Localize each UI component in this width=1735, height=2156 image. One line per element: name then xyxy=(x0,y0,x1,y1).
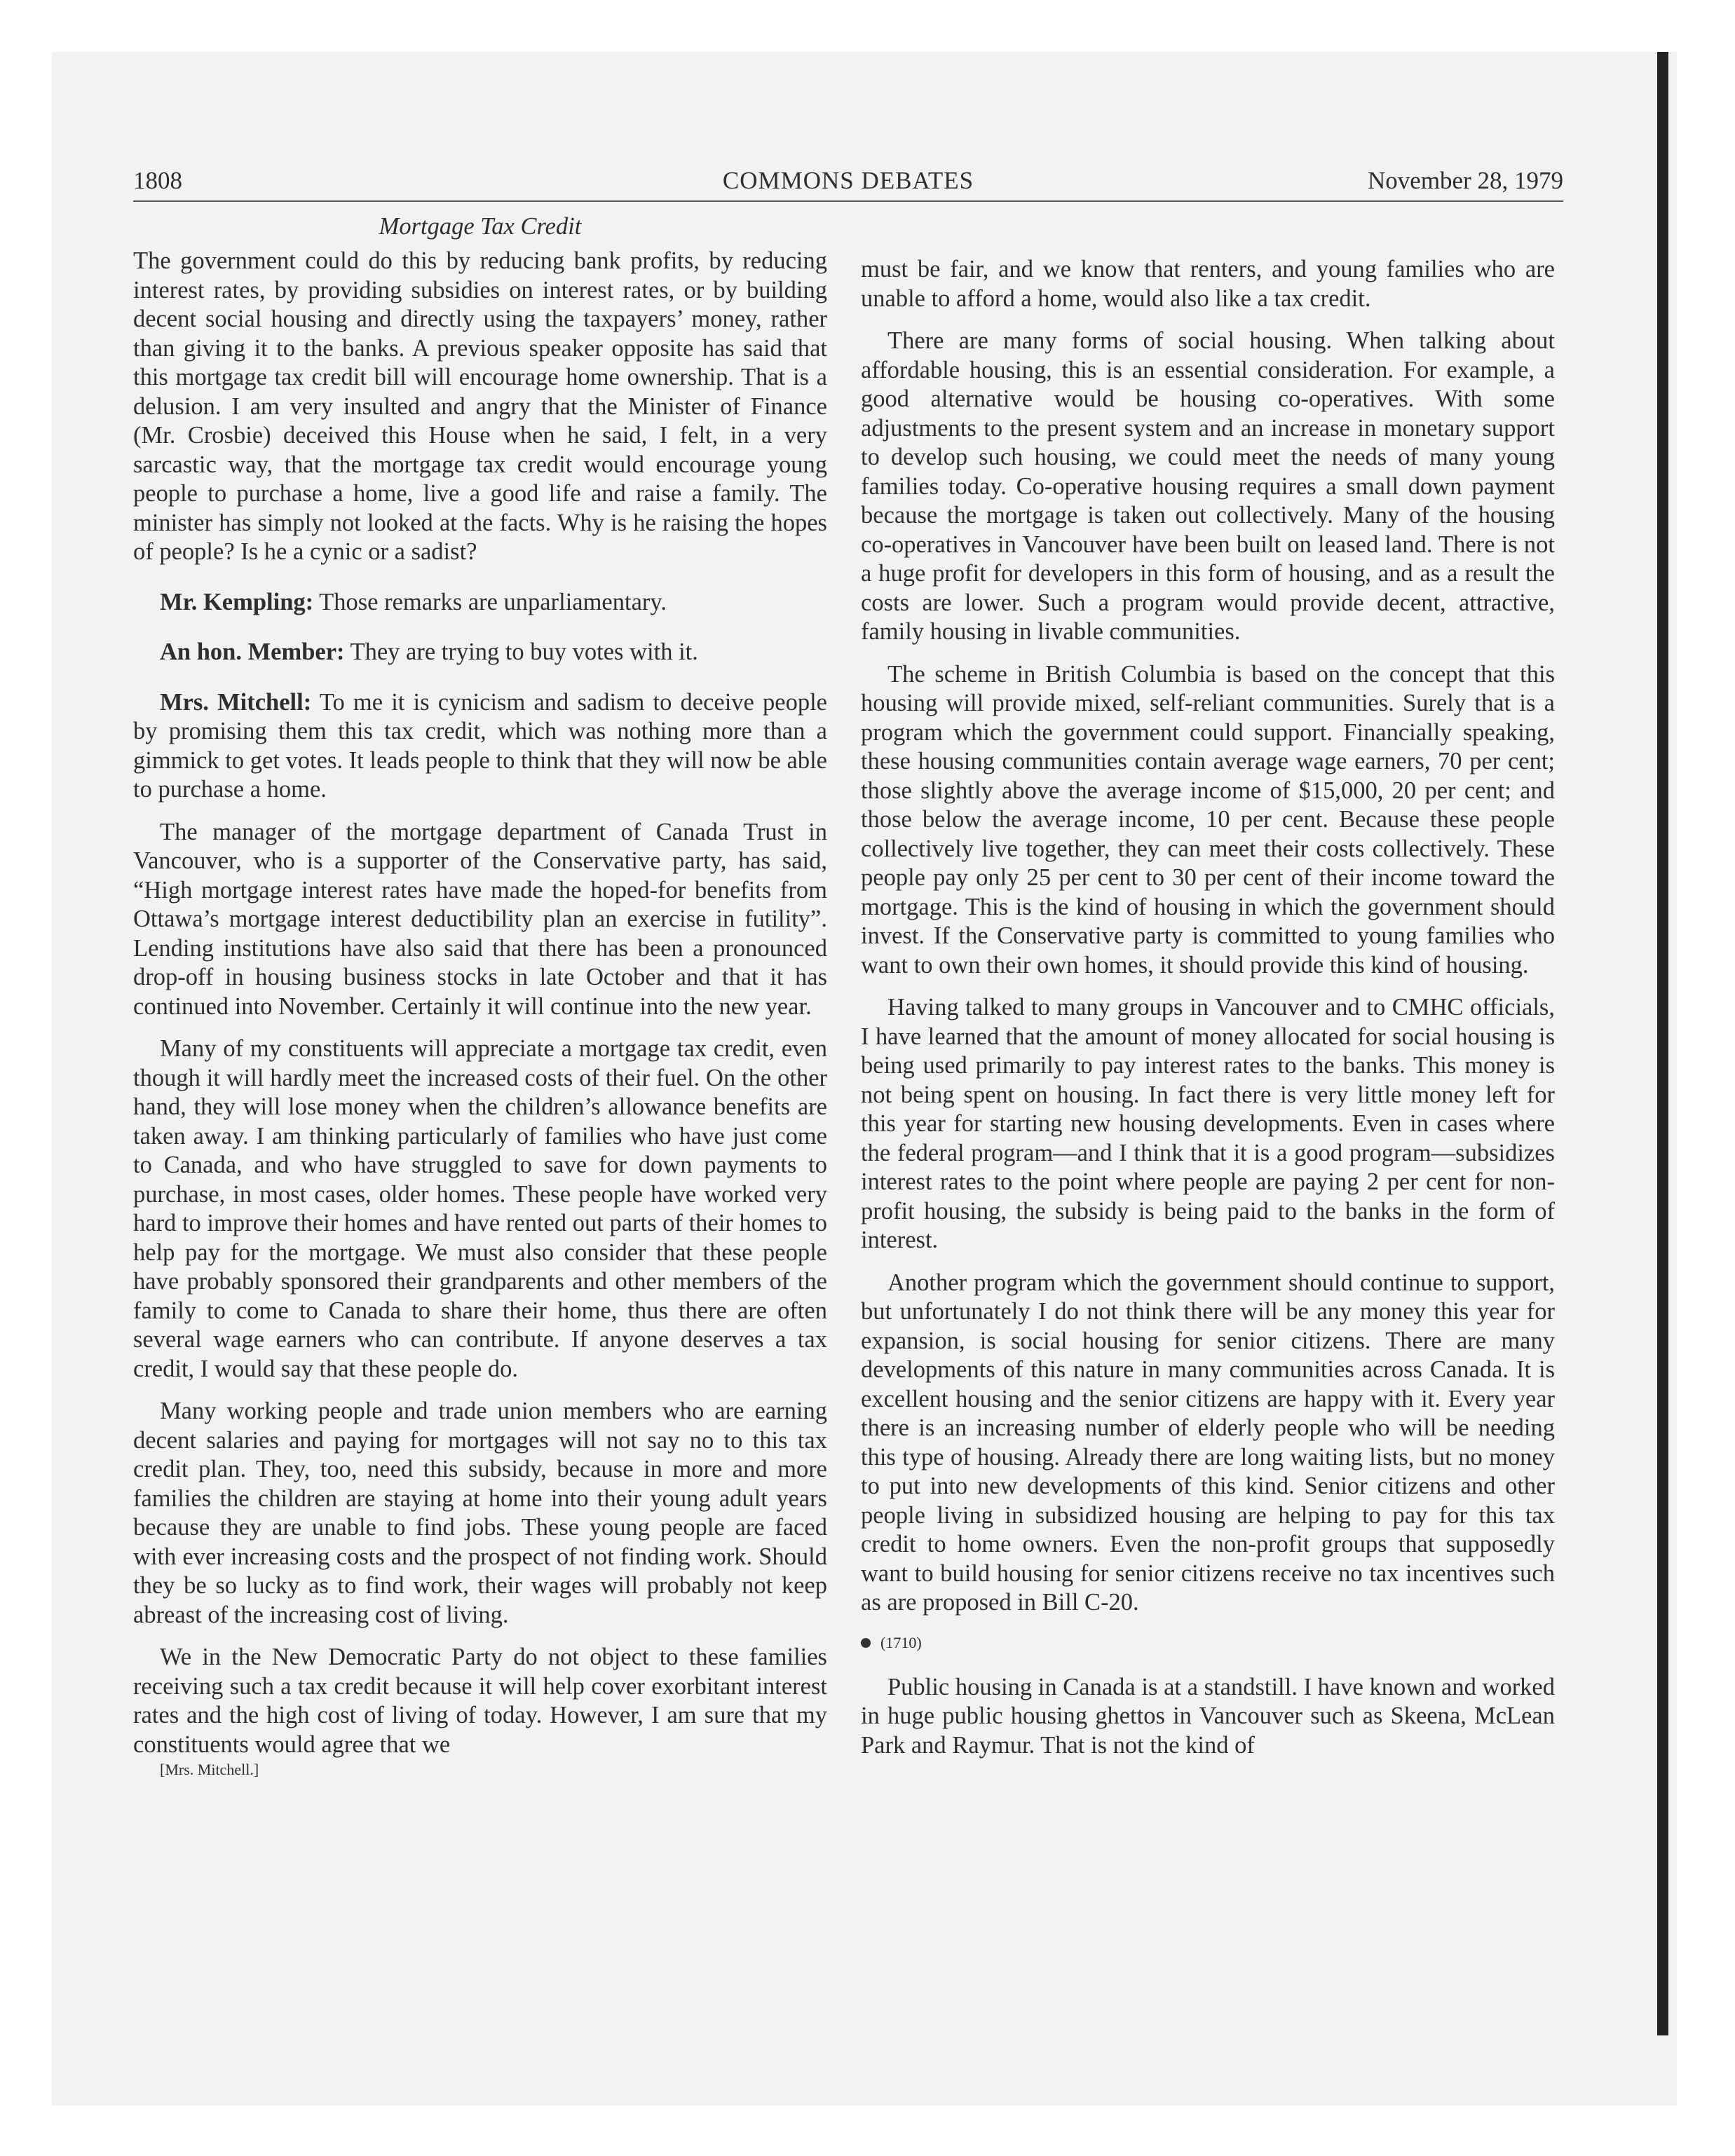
speech-kempling xyxy=(133,588,827,618)
right-column xyxy=(861,255,1555,1773)
timestamp-text: (1710) xyxy=(880,1633,922,1651)
speaker-name: An hon. Member: xyxy=(160,639,345,665)
speech-text: To me it is cynicism and sadism to deceive people by promising them this tax credit, which was nothing more than a gimmick to get votes. It leads people to think that they will now be able to purchase a home. xyxy=(133,688,827,803)
section-subheading: Mortgage Tax Credit xyxy=(379,213,582,240)
left-column xyxy=(133,210,827,1794)
speech-hon-member xyxy=(133,638,827,667)
paragraph: Many working people and trade union members who are earning decent salaries and paying for mortgages will not say no to this tax credit plan. They, too, need this subsidy, because in more and more families the children are staying at home into their young adult years because they are unable to find jobs. These young people are faced with ever increasing costs and the prospect of not finding work. Should they be so lucky as to find work, their wages will probably not keep abreast of the increasing cost of living. xyxy=(133,1398,827,1628)
speech-mitchell xyxy=(133,688,827,805)
speech-text: They are trying to buy votes with it. xyxy=(344,639,698,665)
scan-edge-shadow xyxy=(1657,52,1668,2035)
paragraph: Another program which the government should continue to support, but unfortunately I do not think there will be any money this year for expansion, is social housing for senior citizens. There are many developments of this nature in many communities across Canada. It is excellent housing and the senior citizens are happy with it. Every year there is an increasing number of elderly people who will be needing this type of housing. Already there are long waiting lists, but no money to put into new developments of this kind. Senior citizens and other people living in subsidized housing are helping to pay for this tax credit to home owners. Even the non-profit groups that supposedly want to build housing for senior citizens receive no tax incentives such as are proposed in Bill C-20. xyxy=(861,1269,1555,1616)
page-number: 1808 xyxy=(133,167,182,194)
paragraph: The government could do this by reducing bank profits, by reducing interest rates, by providing subsidies on interest rates, or by building decent social housing and directly using the taxpayers’ money, rather than giving it to the banks. A previous speaker opposite has said that this mortgage tax credit bill will encourage home ownership. That is a delusion. I am very insulted and angry that the Minister of Finance (Mr. Crosbie) deceived this House when he said, I felt, in a very sarcastic way, that the mortgage tax credit would encourage young people to purchase a home, live a good life and raise a family. The minister has simply not looked at the facts. Why is he raising the hopes of people? Is he a cynic or a sadist? xyxy=(133,247,827,565)
bullet-dot-icon xyxy=(861,1638,871,1648)
paragraph: must be fair, and we know that renters, and young families who are unable to afford a home, would also like a tax credit. xyxy=(861,256,1555,312)
speaker-attribution: [Mrs. Mitchell.] xyxy=(160,1761,259,1778)
publication-date: November 28, 1979 xyxy=(1368,167,1563,194)
speaker-name: Mr. Kempling: xyxy=(160,588,314,615)
page-header xyxy=(133,163,1563,199)
paragraph: Having talked to many groups in Vancouver and to CMHC officials, I have learned that the amount of money allocated for social housing is being used primarily to pay interest rates to the banks. This money is not being spent on housing. In fact there is very little money left for this year for starting new housing developments. Even in cases where the federal program—and I think that it is a good program—subsidizes interest rates to the point where people are paying 2 per cent for non-profit housing, the subsidy is being paid to the banks in the form of interest. xyxy=(861,994,1555,1253)
paragraph: Many of my constituents will appreciate a mortgage tax credit, even though it will hardly meet the increased costs of their fuel. On the other hand, they will lose money when the children’s allowance benefits are taken away. I am thinking particularly of families who have just come to Canada, and who have struggled to save for down payments to purchase, in most cases, older homes. These people have worked very hard to improve their homes and have rented out parts of their homes to help pay for the mortgage. We must also consider that these people have probably sponsored their grandparents and other members of the family to come to Canada to share their home, thus there are often several wage earners who can contribute. If anyone deserves a tax credit, I would say that these people do. xyxy=(133,1035,827,1382)
timestamp-marker xyxy=(861,1631,1555,1655)
speaker-name: Mrs. Mitchell: xyxy=(160,688,312,716)
paragraph: Public housing in Canada is at a standstill. I have known and worked in huge public housing ghettos in Vancouver such as Skeena, McLean Park and Raymur. That is not the kind of xyxy=(861,1673,1555,1759)
header-rule xyxy=(133,200,1563,202)
paragraph: The manager of the mortgage department of Canada Trust in Vancouver, who is a supporter of the Conservative party, has said, “High mortgage interest rates have made the hoped-for benefits from Ottawa’s mortgage interest deductibility plan an exercise in futility”. Lending institutions have also said that there has been a pronounced drop-off in housing business stocks in late October and that it has continued into November. Certainly it will continue into the new year. xyxy=(133,818,827,1020)
paragraph: We in the New Democratic Party do not object to these families receiving such a tax credit because it will help cover exorbitant interest rates and the high cost of living of today. However, I am sure that my constituents would agree that we xyxy=(133,1644,827,1758)
paragraph: There are many forms of social housing. When talking about affordable housing, this is an essential consideration. For example, a good alternative would be housing co-operatives. With some adjustments to the present system and an increase in monetary support to develop such housing, we could meet the needs of many young families today. Co-operative housing requires a small down payment because the mortgage is taken out collectively. Many of the housing co-operatives in Vancouver have been built on leased land. There is not a huge profit for developers in this form of housing, and as a result the costs are lower. Such a program would provide decent, attractive, family housing in livable communities. xyxy=(861,327,1555,645)
speech-text: Those remarks are unparliamentary. xyxy=(313,588,667,615)
publication-title: COMMONS DEBATES xyxy=(722,167,974,194)
paragraph: The scheme in British Columbia is based on the concept that this housing will provide mixed, self-reliant communities. Surely that is a program which the government could support. Financially speaking, these housing communities contain average wage earners, 70 per cent; those slightly above the average income of $15,000, 20 per cent; and those below the average income, 10 per cent. Because these people collectively live together, they can meet their costs collectively. These people pay only 25 per cent to 30 per cent of their income toward the mortgage. This is the kind of housing in which the government should invest. If the Conservative party is committed to young families who want to own their own homes, it should provide this kind of housing. xyxy=(861,660,1555,978)
